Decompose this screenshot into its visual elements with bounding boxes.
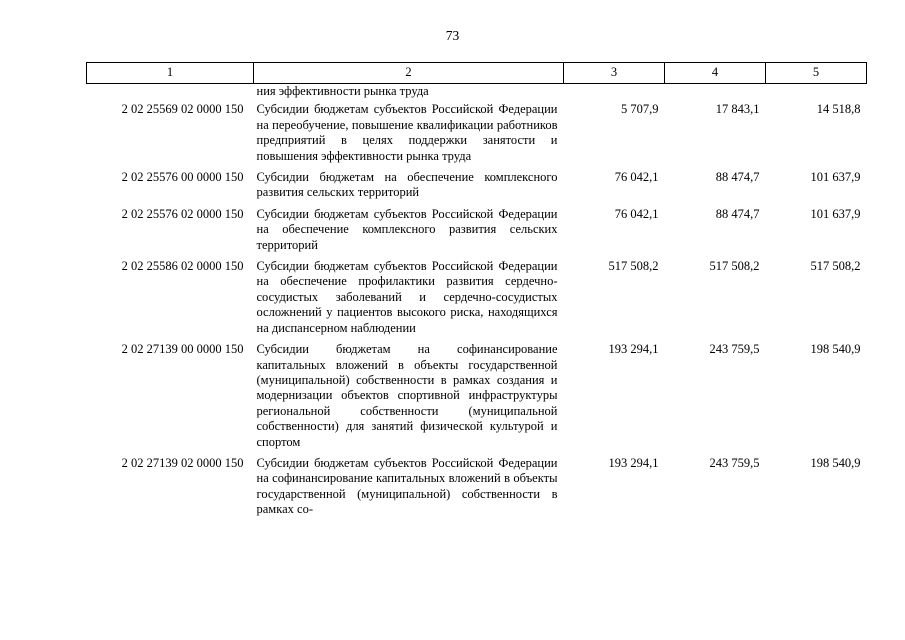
header-col-5: 5: [766, 63, 867, 84]
header-col-4: 4: [665, 63, 766, 84]
table-row: [87, 456, 867, 524]
row-description: Субсидии бюджетам субъектов Российской Федерации на обеспечение комплексного развития сельских территорий: [256, 206, 558, 252]
value-col-5: 517 508,2: [810, 259, 861, 274]
budget-code: 2 02 27139 02 0000 150: [121, 455, 244, 470]
continuation-row: [87, 84, 867, 103]
table-row: [87, 170, 867, 207]
row-description: Субсидии бюджетам субъектов Российской Федерации на софинансирование капитальных вложений в объекты государственной (муниципальной) собственности в рамках со-: [256, 455, 558, 517]
value-col-4: 243 759,5: [709, 455, 760, 470]
value-col-5: 101 637,9: [810, 170, 861, 185]
budget-code: 2 02 25569 02 0000 150: [121, 102, 244, 117]
continuation-code: [87, 84, 254, 103]
row-description: Субсидии бюджетам на обеспечение комплексного развития сельских территорий: [256, 170, 558, 200]
value-col-4: 88 474,7: [715, 170, 760, 185]
value-col-5: 14 518,8: [816, 102, 861, 117]
budget-code: 2 02 25576 00 0000 150: [121, 170, 244, 185]
value-col-3: 193 294,1: [608, 455, 659, 470]
value-col-4: 88 474,7: [715, 206, 760, 221]
value-col-4: 517 508,2: [709, 259, 760, 274]
budget-code: 2 02 25576 02 0000 150: [121, 206, 244, 221]
table-row: [87, 102, 867, 170]
table-row: [87, 342, 867, 456]
budget-code: 2 02 27139 00 0000 150: [121, 342, 244, 357]
table-header-row: [87, 63, 867, 84]
row-description: Субсидии бюджетам на софинансирование капитальных вложений в объекты государственной (муниципальной) собственности в рамках создания и модернизации объектов спортивной инфраструктуры региональной собственности (муниципальной собственности) для занятий физической культурой и спортом: [256, 342, 558, 449]
value-col-5: 198 540,9: [810, 342, 861, 357]
page-number: 73: [445, 28, 460, 43]
continuation-text: ния эффективности рынка труда: [256, 84, 429, 98]
budget-code: 2 02 25586 02 0000 150: [121, 259, 244, 274]
value-col-5: 198 540,9: [810, 455, 861, 470]
value-col-3: 517 508,2: [608, 259, 659, 274]
row-description: Субсидии бюджетам субъектов Российской Федерации на переобучение, повышение квалификации работников предприятий в целях поддержки занятости и повышения эффективности рынка труда: [256, 102, 558, 163]
row-description: Субсидии бюджетам субъектов Российской Федерации на обеспечение профилактики развития сердечно-сосудистых заболеваний и сердечно-сосудистых осложнений у пациентов высокого риска, находящихся на диспансерном наблюдении: [256, 259, 558, 335]
value-col-5: 101 637,9: [810, 206, 861, 221]
table-row: [87, 207, 867, 259]
value-col-3: 193 294,1: [608, 342, 659, 357]
value-col-4: 243 759,5: [709, 342, 760, 357]
value-col-3: 5 707,9: [621, 102, 659, 117]
value-col-3: 76 042,1: [614, 206, 659, 221]
budget-table: [86, 62, 867, 524]
value-col-4: 17 843,1: [715, 102, 760, 117]
table-row: [87, 259, 867, 342]
value-col-3: 76 042,1: [614, 170, 659, 185]
header-col-3: 3: [564, 63, 665, 84]
header-col-1: 1: [87, 63, 254, 84]
header-col-2: 2: [254, 63, 564, 84]
